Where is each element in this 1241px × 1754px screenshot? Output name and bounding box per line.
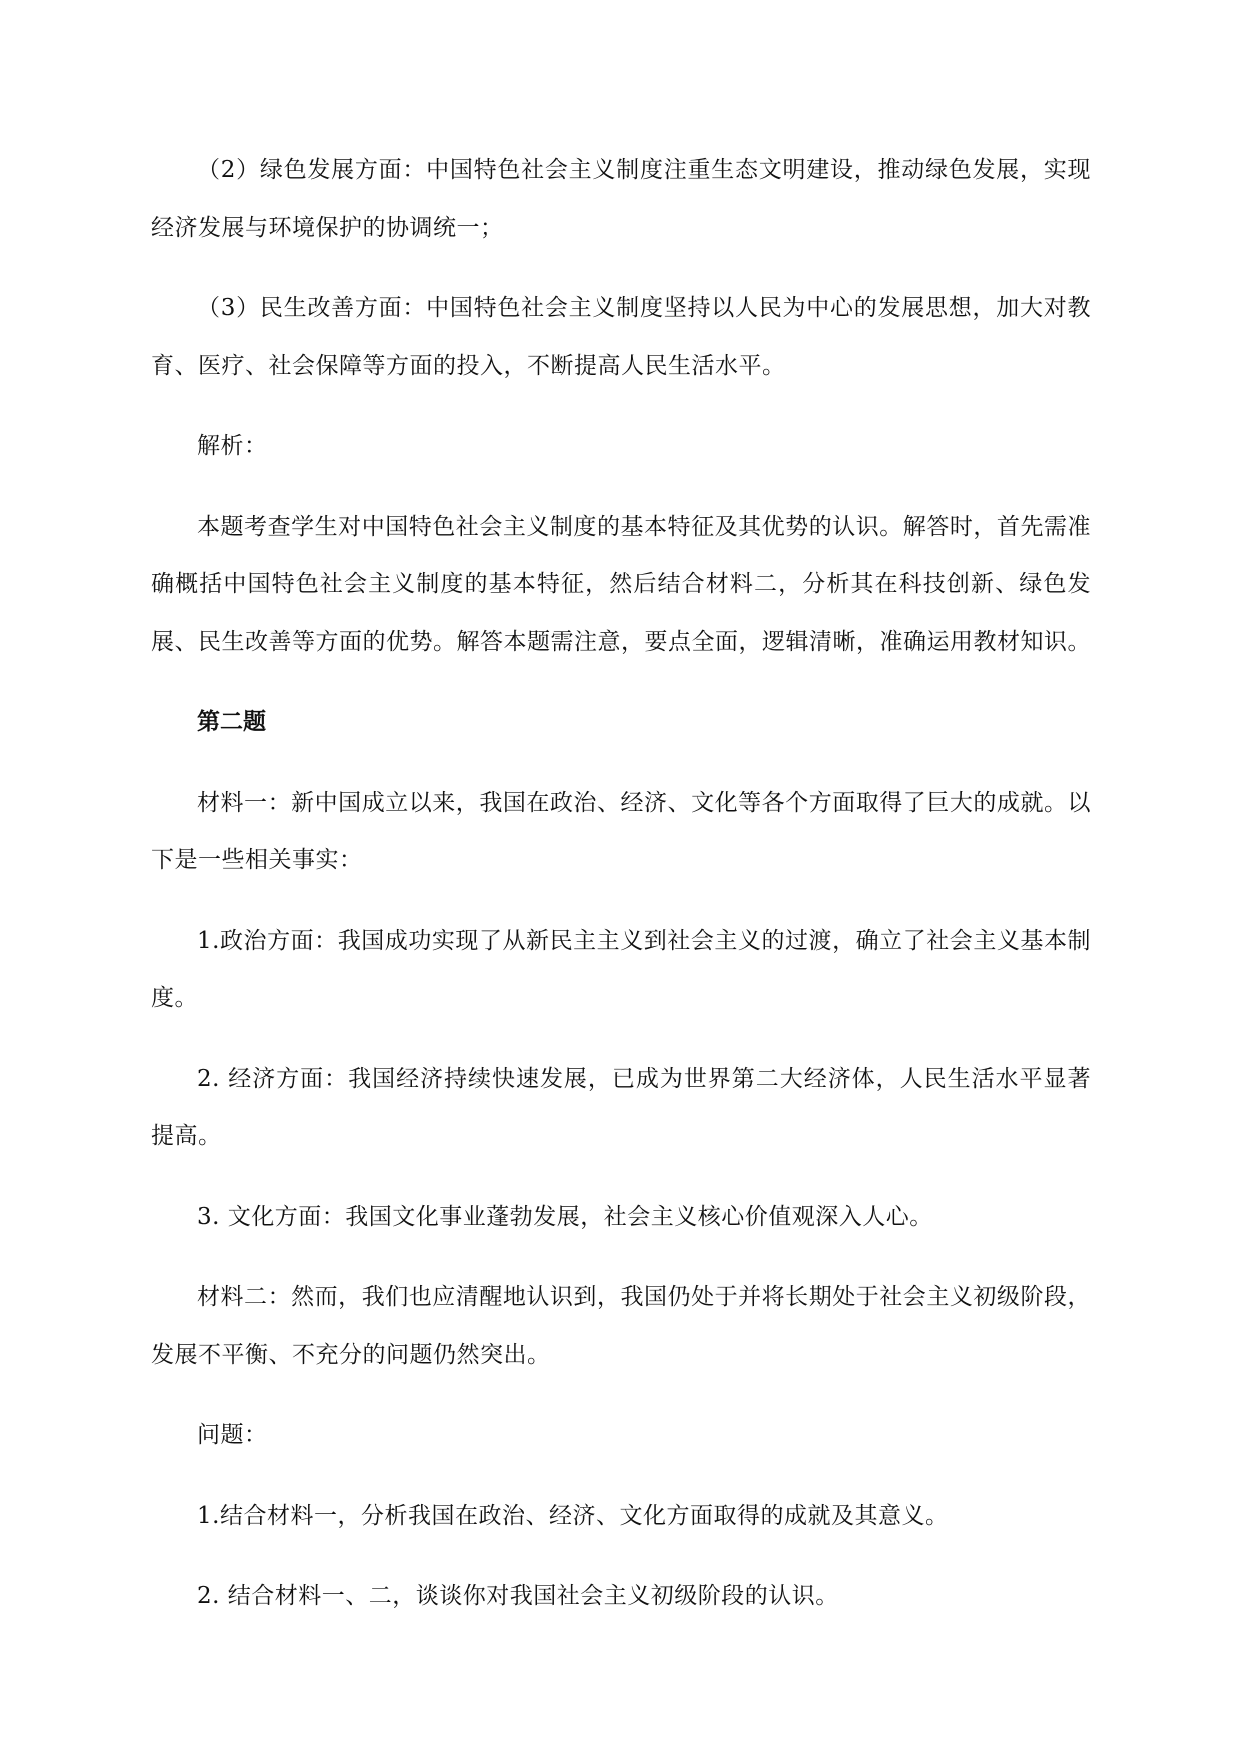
question-item-2: 2. 结合材料一、二，谈谈你对我国社会主义初级阶段的认识。 bbox=[197, 1583, 839, 1609]
material-two: 材料二：然而，我们也应清醒地认识到，我国仍处于并将长期处于社会主义初级阶段，发展不平衡、不充分的问题仍然突出。 bbox=[151, 1284, 1091, 1368]
material-one-item-culture: 3. 文化方面：我国文化事业蓬勃发展，社会主义核心价值观深入人心。 bbox=[197, 1203, 933, 1230]
answer-point-green-development: （2）绿色发展方面：中国特色社会主义制度注重生态文明建设，推动绿色发展，实现经济发展与环境保护的协调统一； bbox=[151, 157, 1091, 241]
material-one-intro: 材料一：新中国成立以来，我国在政治、经济、文化等各个方面取得了巨大的成就。以下是一些相关事实： bbox=[151, 789, 1091, 873]
analysis-text: 本题考查学生对中国特色社会主义制度的基本特征及其优势的认识。解答时，首先需准确概括中国特色社会主义制度的基本特征，然后结合材料二，分析其在科技创新、绿色发展、民生改善等方面的优势。解答本题需注意，要点全面，逻辑清晰，准确运用教材知识。 bbox=[151, 513, 1091, 655]
answer-point-livelihood: （3）民生改善方面：中国特色社会主义制度坚持以人民为中心的发展思想，加大对教育、医疗、社会保障等方面的投入，不断提高人民生活水平。 bbox=[151, 295, 1091, 379]
question-item-1: 1.结合材料一，分析我国在政治、经济、文化方面取得的成就及其意义。 bbox=[197, 1502, 949, 1529]
material-one-item-politics: 1.政治方面：我国成功实现了从新民主主义到社会主义的过渡，确立了社会主义基本制度。 bbox=[151, 927, 1091, 1011]
material-one-item-economy: 2. 经济方面：我国经济持续快速发展，已成为世界第二大经济体，人民生活水平显著提高。 bbox=[151, 1065, 1091, 1149]
question-heading: 第二题 bbox=[197, 709, 266, 735]
questions-label: 问题： bbox=[197, 1422, 268, 1448]
document-body bbox=[151, 142, 1091, 1649]
analysis-label: 解析： bbox=[197, 433, 268, 459]
